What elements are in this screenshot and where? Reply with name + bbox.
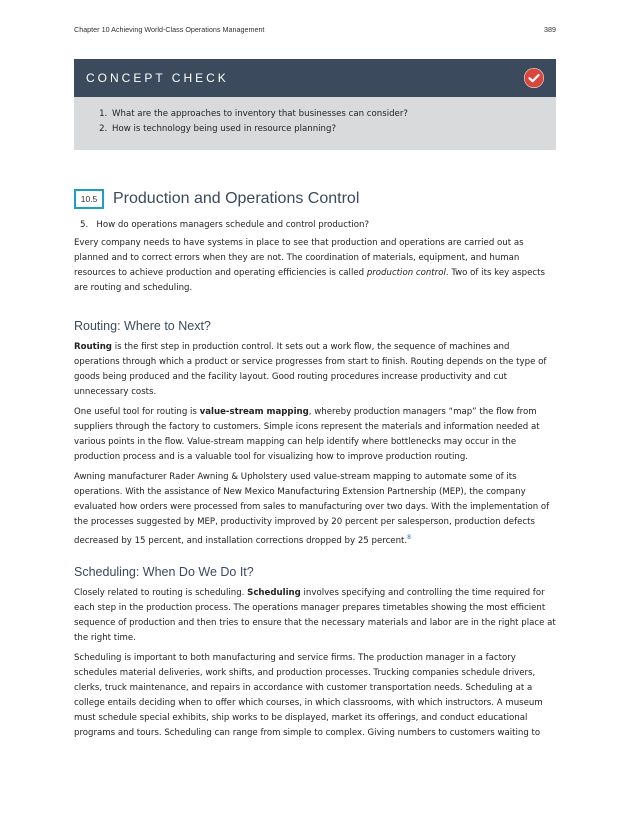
concept-check-body <box>74 97 556 150</box>
routing-text-2a: One useful tool for routing is <box>74 407 200 417</box>
section-number: 10.5 <box>74 189 104 209</box>
concept-check-title: CONCEPT CHECK <box>86 71 229 85</box>
scheduling-text-1a: Closely related to routing is scheduling. <box>74 588 248 598</box>
scheduling-paragraph-2 <box>74 651 556 741</box>
scheduling-paragraph-1 <box>74 586 556 646</box>
value-stream-term: value-stream mapping <box>199 407 309 417</box>
routing-paragraph-1 <box>74 340 556 400</box>
footnote-link[interactable]: 8 <box>407 534 411 541</box>
chapter-title: Chapter 10 Achieving World-Class Operations Management <box>74 25 265 34</box>
section-heading <box>74 189 359 209</box>
routing-text-1: is the first step in production control. It sets out a work flow, the sequence of machines and operations through which a product or service progresses from start to finish. Routing depends on the type of goods being produced and the facility layout. Good routing procedures increase productivity and cut unnecessary costs. <box>74 342 547 397</box>
routing-text-2b: , whereby production managers “map” the flow from suppliers through the factory to customers. Simple icons represent the materials and information needed at various points in the flow. Value-stream mapping can help identify where bottlenecks may occur in the production process and is a valuable tool for visualizing how to improve production routing. <box>74 407 540 462</box>
routing-paragraph-2 <box>74 405 556 465</box>
checkmark-icon <box>524 68 544 88</box>
section-intro <box>74 236 556 301</box>
intro-text-a: Every company needs to have systems in place to see that production and operations are carried out as planned and to correct errors when they are not. The coordination of materials, equipment, and human resources to achieve production and operating efficiencies is called <box>74 238 524 278</box>
learning-objective <box>80 220 369 230</box>
scheduling-text-1b: involves specifying and controlling the time required for each step in the production process. The operations manager prepares timetables showing the most efficient sequence of production and then tries to ensure that the necessary materials and labor are in the right place at the right time. <box>74 588 556 643</box>
concept-question: 2. How is technology being used in resource planning? <box>110 122 556 137</box>
concept-check-header <box>74 59 556 97</box>
objective-number: 5. <box>80 220 89 230</box>
page-number: 389 <box>544 25 556 34</box>
concept-check-list <box>74 107 556 137</box>
scheduling-heading: Scheduling: When Do We Do It? <box>74 565 254 579</box>
intro-term: production control <box>366 268 446 278</box>
routing-term: Routing <box>74 342 112 352</box>
concept-check-box <box>74 59 556 150</box>
scheduling-text-2: Scheduling is important to both manufacturing and service firms. The production manager in a factory schedules material deliveries, work shifts, and production processes. Trucking companies schedule drivers, clerks, truck maintenance, and repairs in accordance with customer transportation needs. Scheduling at a college entails deciding when to offer which courses, in which classrooms, with which instructors. A museum must schedule special exhibits, ship works to be displayed, market its offerings, and conduct educational programs and tours. Scheduling can range from simple to complex. Giving numbers to customers waiting to <box>74 653 543 738</box>
section-title: Production and Operations Control <box>113 190 360 207</box>
routing-section <box>74 340 556 554</box>
scheduling-section <box>74 586 556 746</box>
intro-text-b: . Two of its key aspects are routing and scheduling. <box>74 268 545 293</box>
scheduling-term: Scheduling <box>247 588 301 598</box>
running-header <box>74 25 556 34</box>
objective-text: How do operations managers schedule and control production? <box>96 220 370 230</box>
intro-paragraph <box>74 236 556 296</box>
routing-paragraph-3 <box>74 470 556 549</box>
routing-text-3: Awning manufacturer Rader Awning & Upholstery used value-stream mapping to automate some of its operations. With the assistance of New Mexico Manufacturing Extension Partnership (MEP), the company evaluated how orders were processed from sales to manufacturing over two days. With the implementation of the processes suggested by MEP, productivity improved by 20 percent per salesperson, production defects decreased by 15 percent, and installation corrections dropped by 25 percent. <box>74 472 550 546</box>
concept-question: 1. What are the approaches to inventory that businesses can consider? <box>110 107 556 122</box>
routing-heading: Routing: Where to Next? <box>74 319 211 333</box>
